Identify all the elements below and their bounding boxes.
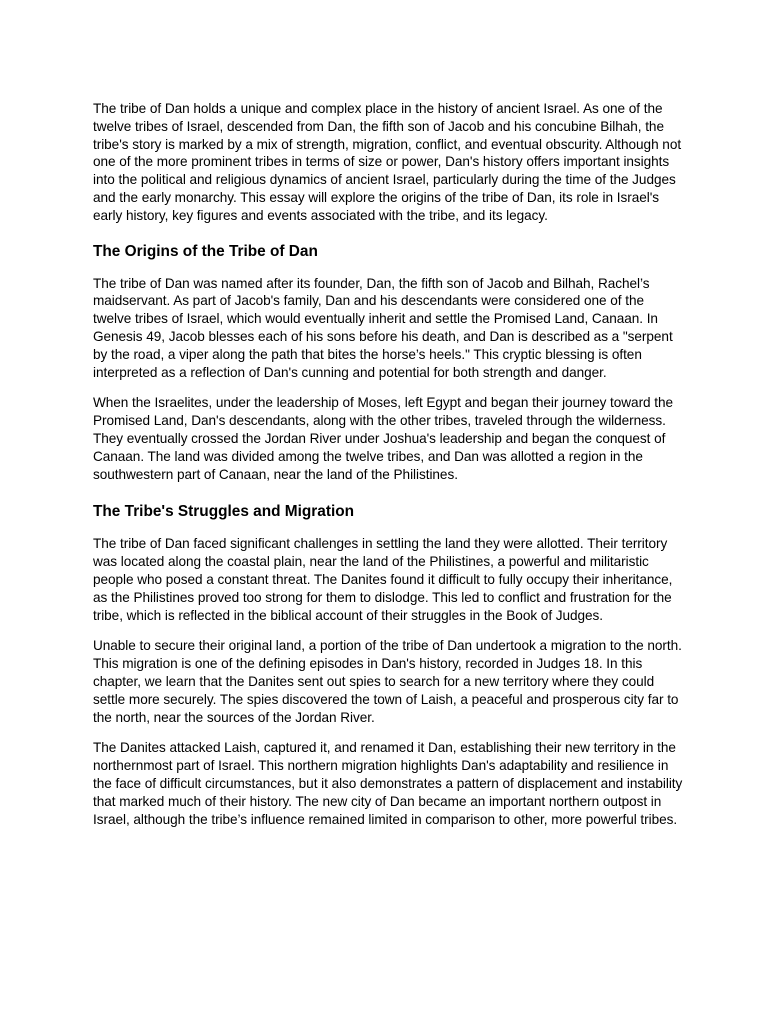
section-heading-origins: The Origins of the Tribe of Dan (93, 242, 318, 260)
origins-paragraph-2: When the Israelites, under the leadership of Moses, left Egypt and began their journey toward the Promised Land, Dan's descendants, along with the other tribes, traveled through the wilderness. They eventually crossed the Jordan River under Joshua's leadership and began the conquest of Canaan. The land was divided among the twelve tribes, and Dan was allotted a region in the southwestern part of Canaan, near the land of the Philistines. (93, 395, 674, 482)
struggles-paragraph-2: Unable to secure their original land, a portion of the tribe of Dan undertook a migration to the north. This migration is one of the defining episodes in Dan's history, recorded in Judges 18. In this chapter, we learn that the Danites sent out spies to search for a new territory where they could settle more securely. The spies discovered the town of Laish, a peaceful and prosperous city far to the north, near the sources of the Jordan River. (93, 638, 682, 725)
origins-paragraph-1: The tribe of Dan was named after its founder, Dan, the fifth son of Jacob and Bilhah, Rachel’s maidservant. As part of Jacob's family, Dan and his descendants were considered one of the twelve tribes of Israel, which would eventually inherit and settle the Promised Land, Canaan. In Genesis 49, Jacob blesses each of his sons before his death, and Dan is described as a "serpent by the road, a viper along the path that bites the horse’s heels." This cryptic blessing is often interpreted as a reflection of Dan's cunning and potential for both strength and danger. (93, 275, 673, 380)
section-heading-struggles: The Tribe's Struggles and Migration (93, 503, 355, 521)
document-page (93, 100, 683, 841)
struggles-paragraph-3: The Danites attacked Laish, captured it, and renamed it Dan, establishing their new territory in the northernmost part of Israel. This northern migration highlights Dan's adaptability and resilience in the face of difficult circumstances, but it also demonstrates a pattern of displacement and instability that marked much of their history. The new city of Dan became an important northern outpost in Israel, although the tribe’s influence remained limited in comparison to other, more powerful tribes. (93, 740, 683, 827)
intro-paragraph: The tribe of Dan holds a unique and complex place in the history of ancient Israel. As one of the twelve tribes of Israel, descended from Dan, the fifth son of Jacob and his concubine Bilhah, the tribe's story is marked by a mix of strength, migration, conflict, and eventual obscurity. Although not one of the more prominent tribes in terms of size or power, Dan's history offers important insights into the political and religious dynamics of ancient Israel, particularly during the time of the Judges and the early monarchy. This essay will explore the origins of the tribe of Dan, its role in Israel's early history, key figures and events associated with the tribe, and its legacy. (93, 101, 682, 223)
struggles-paragraph-1: The tribe of Dan faced significant challenges in settling the land they were allotted. Their territory was located along the coastal plain, near the land of the Philistines, a powerful and militaristic people who posed a constant threat. The Danites found it difficult to fully occupy their inheritance, as the Philistines proved too strong for them to dislodge. This led to conflict and frustration for the tribe, which is reflected in the biblical account of their struggles in the Book of Judges. (93, 536, 673, 623)
